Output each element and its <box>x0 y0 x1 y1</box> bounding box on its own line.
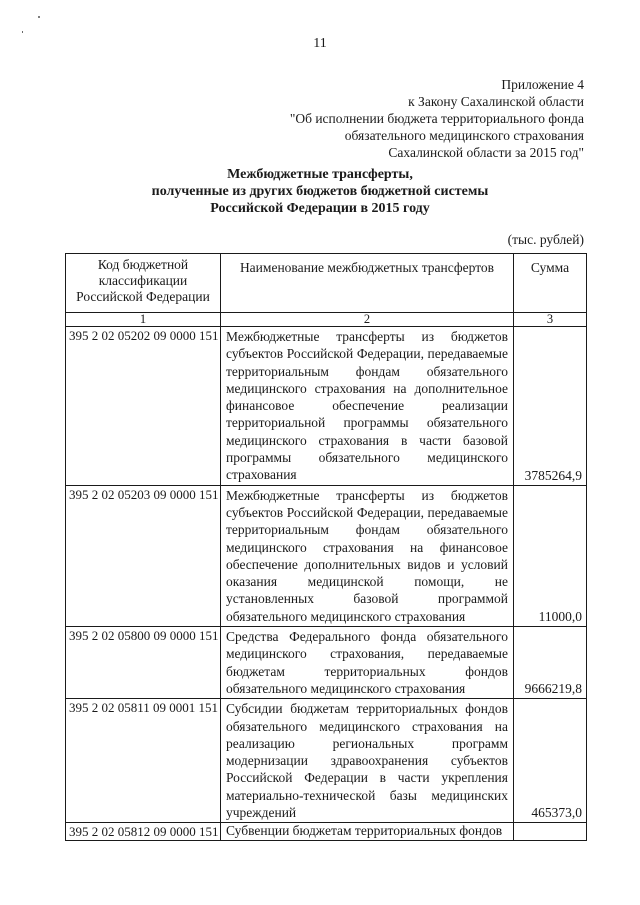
appendix-line: Сахалинской области за 2015 год" <box>388 145 584 160</box>
appendix-line: Приложение 4 <box>501 77 584 92</box>
budget-code: 395 2 02 05202 09 0000 151 <box>66 327 221 486</box>
title-line: Межбюджетные трансферты, <box>227 167 413 182</box>
scan-speck <box>38 16 40 18</box>
scan-speck <box>22 31 23 33</box>
table-header-row <box>66 254 587 313</box>
header-code-line: классификации <box>98 273 188 288</box>
title-line: Российской Федерации в 2015 году <box>210 201 430 216</box>
document-title <box>0 166 640 217</box>
appendix-line: к Закону Сахалинской области <box>408 94 584 109</box>
column-number: 3 <box>514 313 587 327</box>
budget-code: 395 2 02 05812 09 0000 151 <box>66 823 221 841</box>
budget-code: 395 2 02 05800 09 0000 151 <box>66 627 221 699</box>
transfer-amount: 465373,0 <box>514 699 587 823</box>
column-number-row <box>66 313 587 327</box>
appendix-header <box>164 76 584 161</box>
header-amount: Сумма <box>514 254 587 313</box>
column-number: 1 <box>66 313 221 327</box>
header-code-line: Код бюджетной <box>97 257 189 272</box>
transfer-name: Межбюджетные трансферты из бюджетов субъектов Российской Федерации, передаваемые территориальным фондам обязательного медицинского страхования на финансовое обеспечение дополнительных видов и условий оказания медицинской помощи, не установленных базовой программой обязательного медицинского страхования <box>221 485 514 626</box>
transfer-amount: 9666219,8 <box>514 627 587 699</box>
appendix-line: обязательного медицинского страхования <box>344 128 584 143</box>
transfer-amount <box>514 823 587 841</box>
transfers-table <box>65 253 587 841</box>
table-row <box>66 327 587 486</box>
header-name: Наименование межбюджетных трансфертов <box>221 254 514 313</box>
appendix-line: "Об исполнении бюджета территориального фонда <box>289 111 584 126</box>
transfer-amount: 3785264,9 <box>514 327 587 486</box>
header-code <box>66 254 221 313</box>
column-number: 2 <box>221 313 514 327</box>
transfer-name: Межбюджетные трансферты из бюджетов субъектов Российской Федерации, передаваемые территориальным фондам обязательного медицинского страхования на дополнительное финансовое обеспечение реализации территориальной программы обязательного медицинского страхования в части базовой программы обязательного медицинского страхования <box>221 327 514 486</box>
title-line: полученные из других бюджетов бюджетной системы <box>151 184 489 199</box>
header-code-line: Российской Федерации <box>76 289 210 304</box>
table-row <box>66 823 587 841</box>
page-number: 11 <box>313 36 327 51</box>
transfer-name: Субвенции бюджетам территориальных фондов <box>221 823 514 841</box>
table-row <box>66 485 587 626</box>
budget-code: 395 2 02 05811 09 0001 151 <box>66 699 221 823</box>
table-row <box>66 699 587 823</box>
transfer-name: Средства Федерального фонда обязательного медицинского страхования, передаваемые бюджетам территориальных фондов обязательного медицинского страхования <box>221 627 514 699</box>
transfer-name: Субсидии бюджетам территориальных фондов обязательного медицинского страхования на реализацию региональных программ модернизации здравоохранения субъектов Российской Федерации в части укрепления материально-технической базы медицинских учреждений <box>221 699 514 823</box>
table-row <box>66 627 587 699</box>
budget-code: 395 2 02 05203 09 0000 151 <box>66 485 221 626</box>
transfer-amount: 11000,0 <box>514 485 587 626</box>
units-label: (тыс. рублей) <box>507 232 584 247</box>
